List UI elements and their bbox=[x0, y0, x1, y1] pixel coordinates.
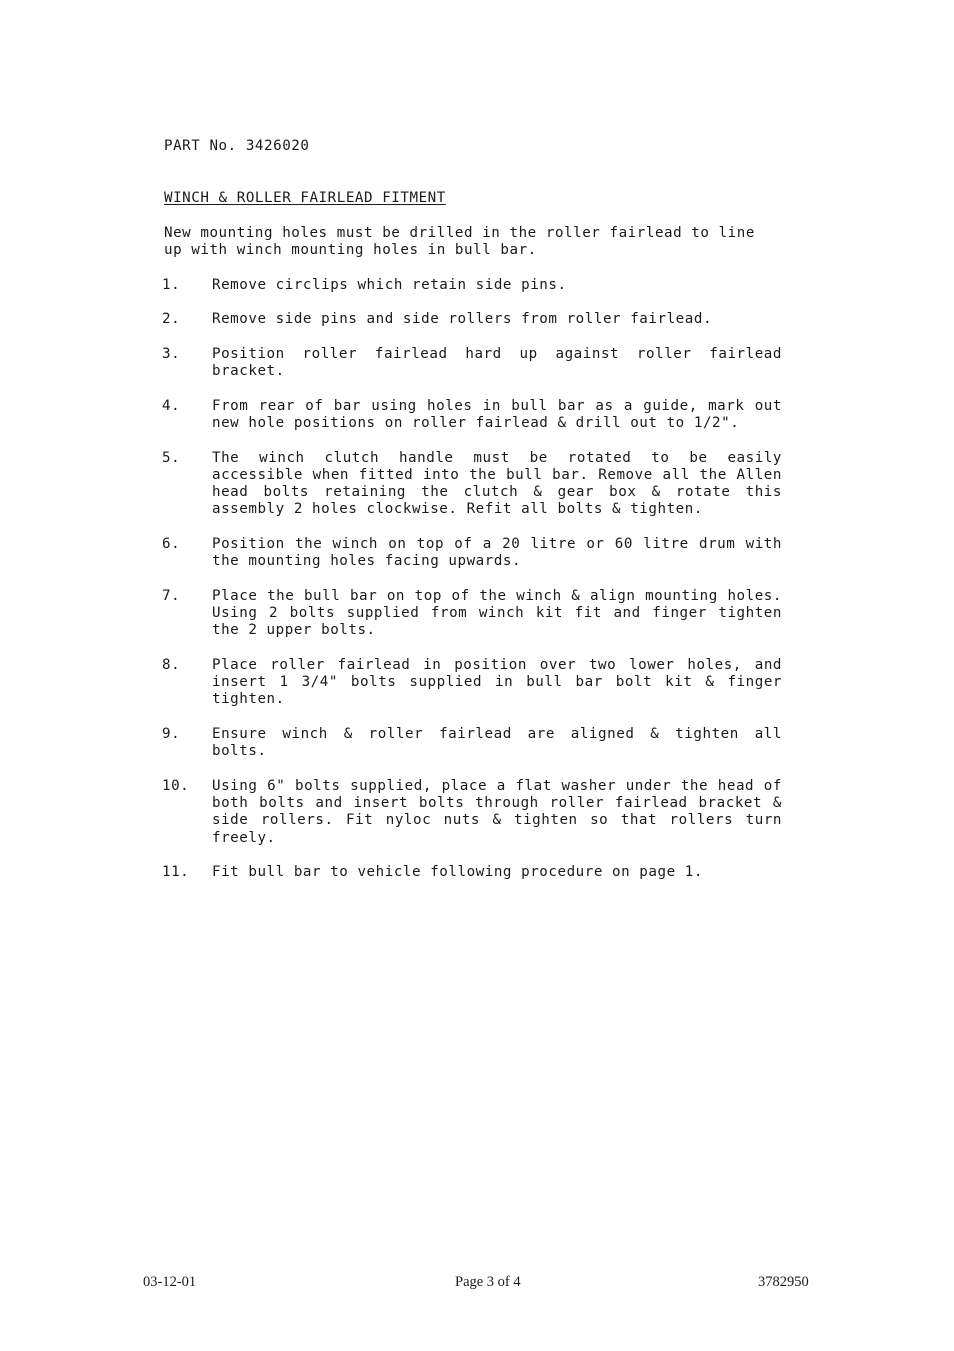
step-text: From rear of bar using holes in bull bar as a guide, mark out new hole positions on roller fairlead & drill out to 1/2". bbox=[212, 397, 782, 432]
step-text: Using 6" bolts supplied, place a flat washer under the head of both bolts and insert bolts through roller fairlead bracket & side rollers. Fit nyloc nuts & tighten so that rollers turn freely. bbox=[212, 777, 782, 846]
step-item bbox=[162, 450, 782, 519]
footer-date: 03-12-01 bbox=[143, 1274, 197, 1290]
step-number: 2. bbox=[162, 311, 181, 328]
step-item bbox=[162, 311, 782, 328]
part-number: PART No. 3426020 bbox=[164, 138, 310, 154]
step-item bbox=[162, 398, 782, 433]
step-text: Remove side pins and side rollers from roller fairlead. bbox=[212, 311, 713, 328]
step-item bbox=[162, 588, 782, 640]
step-number: 9. bbox=[162, 725, 181, 742]
step-number: 3. bbox=[162, 345, 181, 362]
step-item bbox=[162, 864, 782, 881]
intro-paragraph: New mounting holes must be drilled in the roller fairlead to line up with winch mounting holes in bull bar. bbox=[164, 225, 755, 259]
step-text: Ensure winch & roller fairlead are aligned & tighten all bolts. bbox=[212, 725, 782, 760]
step-number: 4. bbox=[162, 397, 181, 414]
section-heading: WINCH & ROLLER FAIRLEAD FITMENT bbox=[164, 190, 446, 206]
step-text: Place the bull bar on top of the winch & align mounting holes. Using 2 bolts supplied from winch kit fit and finger tighten the 2 upper bolts. bbox=[212, 587, 782, 639]
step-text: Place roller fairlead in position over two lower holes, and insert 1 3/4" bolts supplied in bull bar bolt kit & finger tighten. bbox=[212, 656, 782, 708]
step-number: 8. bbox=[162, 656, 181, 673]
step-item bbox=[162, 346, 782, 381]
step-number: 6. bbox=[162, 535, 181, 552]
step-item bbox=[162, 536, 782, 571]
step-item bbox=[162, 726, 782, 761]
step-text: Fit bull bar to vehicle following procedure on page 1. bbox=[212, 864, 703, 880]
footer-page-number: Page 3 of 4 bbox=[455, 1274, 521, 1290]
instruction-steps bbox=[162, 277, 782, 898]
step-item bbox=[162, 778, 782, 847]
step-number: 11. bbox=[162, 864, 190, 880]
step-text: Position the winch on top of a 20 litre or 60 litre drum with the mounting holes facing upwards. bbox=[212, 535, 782, 570]
step-item bbox=[162, 277, 782, 294]
step-number: 5. bbox=[162, 449, 181, 466]
step-number: 10. bbox=[162, 777, 190, 794]
footer-document-number: 3782950 bbox=[758, 1274, 809, 1290]
step-item bbox=[162, 657, 782, 709]
step-text: The winch clutch handle must be rotated to be easily accessible when fitted into the bull bar. Remove all the Allen head bolts retaining the clutch & gear box & rotate this assembly 2 holes clockwise. Refit all bolts & tighten. bbox=[212, 449, 782, 518]
step-text: Remove circlips which retain side pins. bbox=[212, 277, 567, 293]
step-text: Position roller fairlead hard up against roller fairlead bracket. bbox=[212, 345, 782, 380]
step-number: 1. bbox=[162, 277, 181, 293]
step-number: 7. bbox=[162, 587, 181, 604]
